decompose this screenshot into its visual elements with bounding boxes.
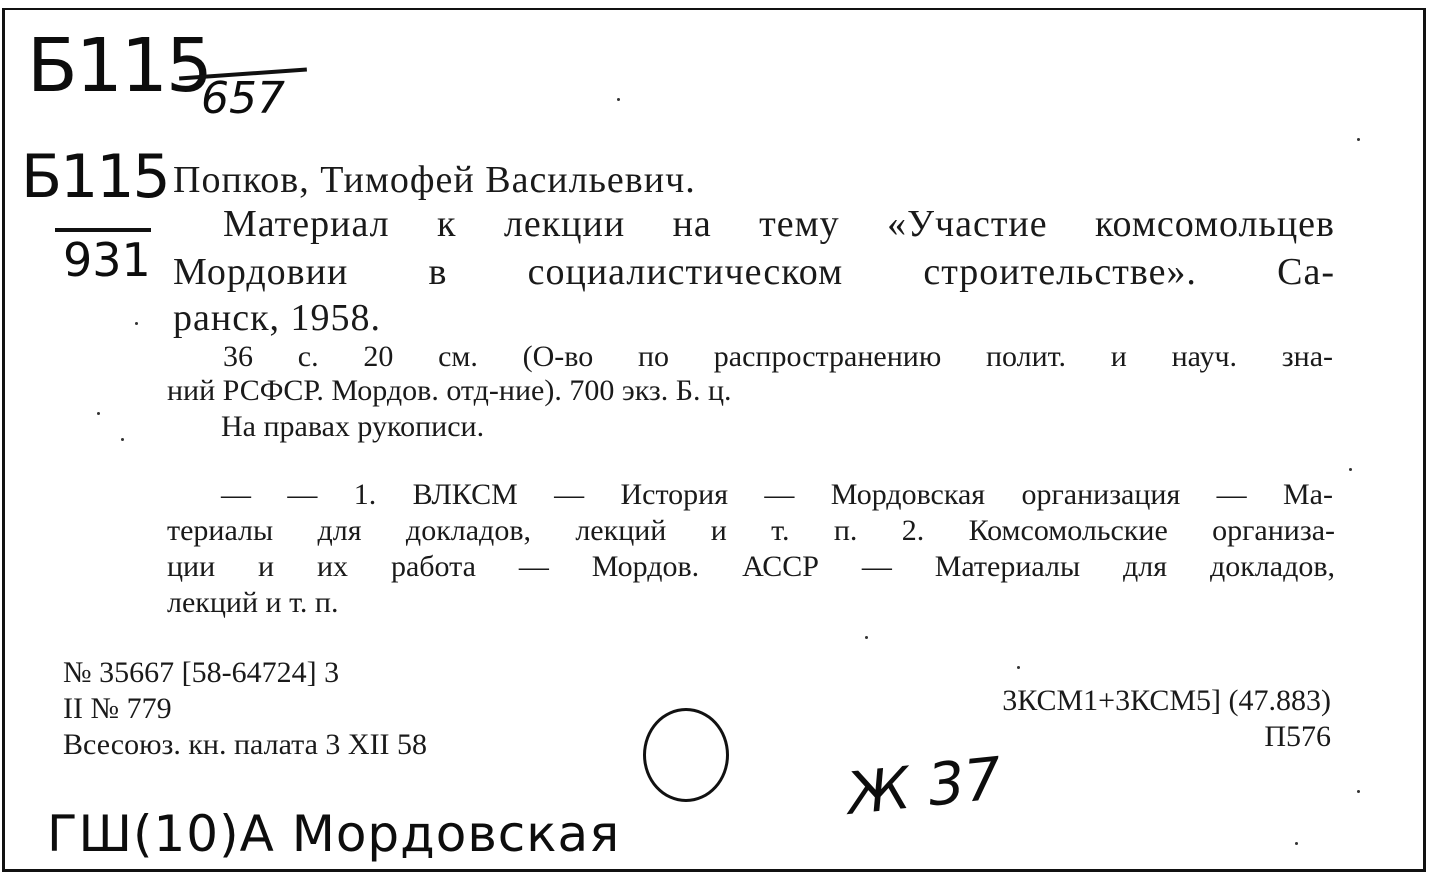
rights-note: На правах рукописи.	[221, 410, 485, 443]
scan-speck	[1295, 842, 1298, 845]
handwritten-bottom-note: ГШ(10)А Мордовская	[47, 805, 621, 863]
subjects-line-2-text: териалы для докладов, лекций и т. п. 2. Комсомольские организа-	[167, 514, 1335, 547]
classification-code: 3КСМ1+3КСМ5] (47.883)	[1002, 684, 1331, 717]
subjects-line-1-text: — — 1. ВЛКСМ — История — Мордовская организация — Ма-	[221, 478, 1333, 511]
subjects-line-2	[167, 514, 1335, 548]
title-line-1-text: Материал к лекции на тему «Участие комсомольцев	[223, 203, 1335, 245]
author-heading: Попков, Тимофей Васильевич.	[173, 159, 696, 201]
handwritten-initials-number: Ж 37	[843, 744, 1005, 828]
scan-speck	[617, 98, 620, 101]
description-line-1	[223, 340, 1333, 374]
description-line-2: ний РСФСР. Мордов. отд-ние). 700 экз. Б. ц.	[167, 374, 732, 407]
title-line-2-text: Мордовии в социалистическом строительстве». Са-	[173, 251, 1335, 293]
handwritten-shelfmark-top-sub: 657	[201, 73, 285, 124]
scan-speck	[1017, 666, 1020, 669]
handwritten-shelfmark-top: Б115	[27, 23, 212, 109]
handwritten-shelfmark-side: Б115	[21, 142, 169, 212]
scan-speck	[135, 322, 138, 325]
title-line-3: ранск, 1958.	[173, 297, 382, 339]
secondary-number: II № 779	[63, 692, 172, 725]
scan-speck	[97, 412, 100, 415]
scan-speck	[865, 636, 868, 639]
title-line-2	[173, 250, 1335, 294]
shelfmark-side-fraction-line	[55, 228, 151, 232]
subjects-line-1	[221, 478, 1333, 512]
title-line-1	[223, 202, 1335, 246]
scan-speck	[1357, 790, 1360, 793]
catalog-card	[2, 8, 1426, 872]
scan-speck	[121, 438, 124, 441]
handwritten-shelfmark-side-sub: 931	[63, 233, 151, 287]
scan-speck	[1357, 138, 1360, 141]
subjects-line-3	[167, 550, 1335, 584]
record-number: № 35667 [58-64724] 3	[63, 656, 340, 689]
description-line-1-text: 36 с. 20 см. (О-во по распространению полит. и науч. зна-	[223, 340, 1333, 373]
publisher-line: Всесоюз. кн. палата 3 XII 58	[63, 728, 428, 761]
scan-speck	[1349, 468, 1352, 471]
subjects-line-3-text: ции и их работа — Мордов. АССР — Материалы для докладов,	[167, 550, 1335, 583]
punch-hole	[643, 708, 729, 802]
author-mark: П576	[1264, 720, 1331, 753]
subjects-line-4: лекций и т. п.	[167, 586, 339, 619]
